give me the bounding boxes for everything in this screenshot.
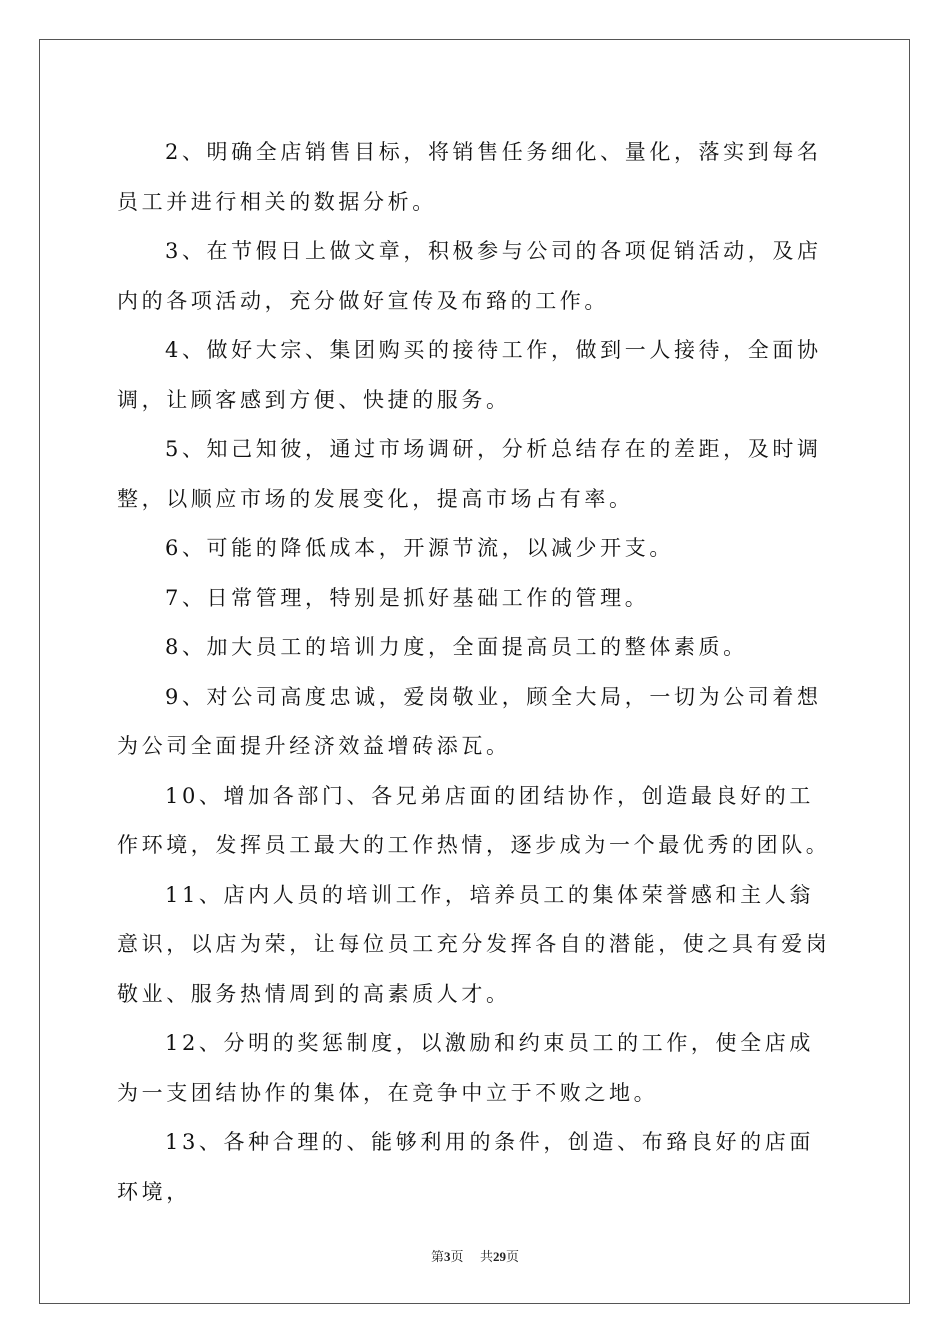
page-total-number: 29 (493, 1249, 507, 1264)
paragraph-item-5: 5、知己知彼，通过市场调研，分析总结存在的差距，及时调整，以顺应市场的发展变化，提高市场占有率。 (117, 437, 822, 511)
paragraph-item-10: 10、增加各部门、各兄弟店面的团结协作，创造最良好的工作环境，发挥员工最大的工作热情，逐步成为一个最优秀的团队。 (117, 783, 831, 857)
paragraph-item-3: 3、在节假日上做文章，积极参与公司的各项促销活动，及店内的各项活动，充分做好宣传及布臵的工作。 (117, 239, 822, 313)
page-footer (0, 1246, 950, 1265)
paragraph-item-12: 12、分明的奖惩制度，以激励和约束员工的工作，使全店成为一支团结协作的集体，在竞争中立于不败之地。 (117, 1031, 814, 1105)
document-body (117, 128, 837, 1217)
total-suffix: 页 (506, 1250, 520, 1265)
paragraph-item-13: 13、各种合理的、能够利用的条件，创造、布臵良好的店面环境， (117, 1130, 814, 1204)
paragraph-item-9: 9、对公司高度忠诚，爱岗敬业，顾全大局，一切为公司着想为公司全面提升经济效益增砖添瓦。 (117, 684, 822, 758)
page-total (480, 1246, 519, 1265)
paragraph-item-4: 4、做好大宗、集团购买的接待工作，做到一人接待，全面协调，让顾客感到方便、快捷的服务。 (117, 338, 822, 412)
page-suffix: 页 (450, 1250, 464, 1265)
paragraph-item-7: 7、日常管理，特别是抓好基础工作的管理。 (165, 585, 650, 610)
paragraph-item-6: 6、可能的降低成本，开源节流，以减少开支。 (165, 536, 674, 560)
paragraph-item-2: 2、明确全店销售目标，将销售任务细化、量化，落实到每名员工并进行相关的数据分析。 (117, 140, 822, 214)
page-current: 3 (443, 1249, 451, 1264)
page-number (431, 1246, 464, 1265)
paragraph-item-11: 11、店内人员的培训工作，培养员工的集体荣誉感和主人翁意识，以店为荣，让每位员工充分发挥各自的潜能，使之具有爱岗敬业、服务热情周到的高素质人才。 (117, 882, 831, 1006)
page-prefix: 第 (430, 1250, 444, 1265)
total-prefix: 共 (480, 1250, 494, 1265)
paragraph-item-8: 8、加大员工的培训力度，全面提高员工的整体素质。 (165, 635, 748, 659)
